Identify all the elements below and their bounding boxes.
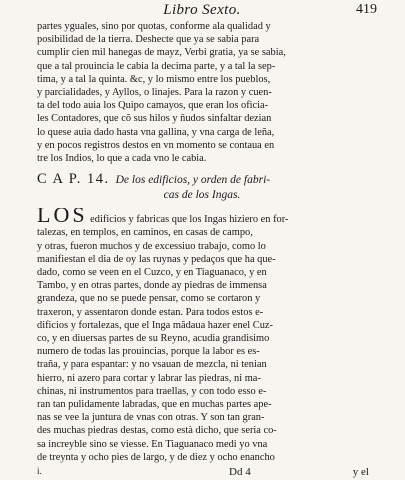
text-line: tre los Indios, lo que a cada vno le cabia.: [37, 153, 207, 165]
text-line: y parcialidades, y Ayllos, o linajes. Para la razon y cuen-: [37, 87, 272, 99]
page-number: 419: [356, 2, 377, 17]
text-line: talezas, en templos, en caminos, en casas de campo,: [37, 227, 253, 239]
text-line: nas se vee la juntura de vnas con otras. Y son tan gran-: [37, 412, 265, 424]
text-line: hierro, ni azero para cortar y labrar las piedras, ni ma-: [37, 372, 261, 384]
page-footer: [37, 466, 367, 480]
text-line: grandeza, que no se puede pensar, como se cortaron y: [37, 293, 261, 305]
text-line: ran tan pulidamente labradas, que en muchas partes ape-: [37, 399, 272, 411]
text-line: traña, y para espantar: y no vsauan de mezcla, ni tenian: [37, 359, 267, 371]
text-line: sa increyble sino se viesse. En Tiaguanaco medi yo vna: [37, 438, 268, 450]
chapter-label: C A P. 14.: [37, 171, 110, 188]
text-line: ta del todo auia los Quipo camayos, que eran los oficia-: [37, 100, 269, 112]
text-line-first: [37, 208, 367, 226]
text-line: chinas, ni instrumentos para traellas, y con todo esso e-: [37, 385, 267, 397]
first-line-text: edificios y fabricas que los Ingas hiziero en for-: [87, 214, 289, 226]
signature-mark: Dd 4: [229, 466, 251, 479]
text-line: manifiestan el dia de oy las ruynas y pedaços que ha que-: [37, 253, 276, 265]
text-line: posibilidad de la tierra. Deshecte que ya se sabia para: [37, 34, 260, 46]
text-line: Tambo, y en otras partes, donde ay piedras de immensa: [37, 280, 267, 292]
text-line: y otras, fueron muchos y de excessiuo trabajo, como lo: [37, 240, 266, 252]
chapter-title: De los edificios, y orden de fabri-: [115, 174, 271, 187]
paragraph-2: [37, 208, 367, 464]
catchword: y el: [352, 466, 369, 479]
text-line: de treynta y ocho pies de largo, y de diez y ocho enancho: [37, 451, 275, 463]
text-line: dado, como se veen en el Cuzco, y en Tiaguanaco, y en: [37, 267, 267, 279]
text-line: cumplir cien mil hanegas de mayz, Verbi gratia, ya se sabia,: [37, 47, 286, 59]
text-line: numero de todas las prouincias, porque la labor es es-: [37, 346, 260, 358]
text-line: dificios y fortalezas, que el Inga mãdaua hazer enel Cuz-: [37, 319, 273, 331]
text-line: que a tal prouincia le cabia la decima parte, y a tal la sep-: [37, 60, 276, 72]
text-line: lo quese auia dado hasta vna gallina, y vna carga de leña,: [37, 126, 275, 138]
text-line: tima, y a tal la quinta. &c, y lo mismo entre los pueblos,: [37, 73, 271, 85]
text-line: y en pocos registros destos en vn momento se contaua en: [37, 139, 275, 151]
chapter-heading: [37, 172, 367, 188]
text-line: les Contadores, que cõ sus hilos y ñudos sinfaltar dezian: [37, 113, 272, 125]
chapter-subtitle: cas de los Ingas.: [163, 189, 241, 202]
text-line: traxeron, y assentaron donde estan. Para todos estos e-: [37, 306, 264, 318]
paragraph-1: [37, 20, 367, 165]
margin-marker: i.: [37, 466, 42, 477]
page-header: [37, 2, 377, 20]
drop-cap: LOS: [37, 208, 88, 227]
text-line: des muchas piedras destas, como està dicho, que seria co-: [37, 425, 277, 437]
running-head: Libro Sexto.: [163, 2, 241, 18]
text-line: partes yguales, sino por quotas, conforme ala qualidad y: [37, 21, 271, 32]
text-line: co, y en diuersas partes de su Reyno, acudia grandisimo: [37, 333, 270, 345]
